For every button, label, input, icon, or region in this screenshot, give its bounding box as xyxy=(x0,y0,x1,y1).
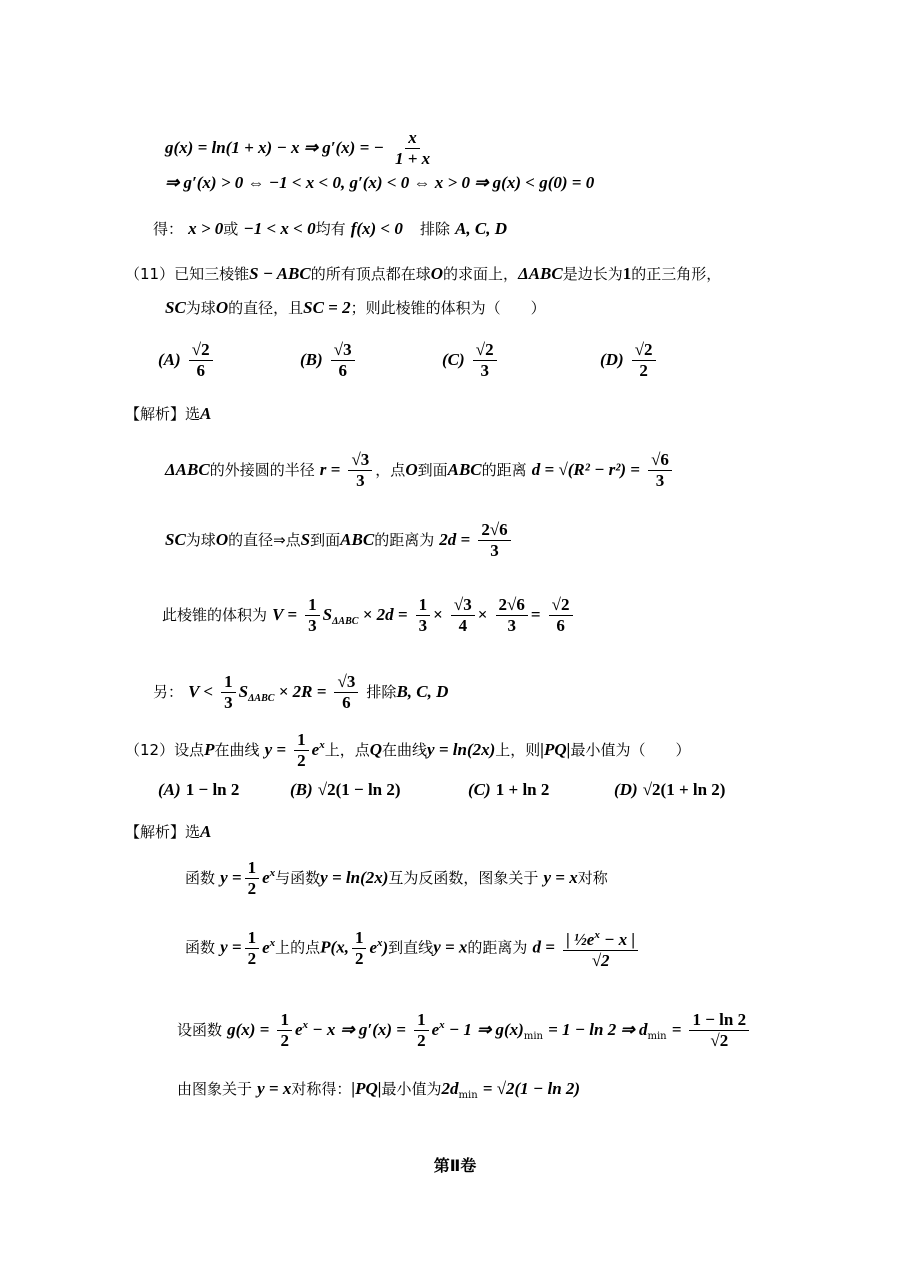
question-12: （12）设点P在曲线 y = $\frac{1}{2}$ $e^x$上，点Q在曲线y = ln(2x)上，则|PQ|最小值为（ ） xyxy=(125,730,691,770)
answer-11-step-3: 此棱锥的体积为 V = $\frac{1}{3}$ $S_{\Delta ABC} \times 2d$ = $\frac{1}{3}$ × $\frac{√3}{4}$ × $\frac{2√6}{3}$ = $\frac{√2}{6}$ xyxy=(162,595,576,636)
answer-11-step-1: ΔABC的外接圆的半径 r = $\frac{√3}{3}$ ，点O到面ABC的距离 d = √(R² − r²) = $\frac{√6}{3}$ xyxy=(165,450,675,491)
option-a: (A) $\frac{√2}{6}$ xyxy=(158,340,216,381)
option-c: (C) $\frac{√2}{3}$ xyxy=(442,340,500,381)
answer-12-step-2: 函数 y = $\frac{1}{2}$ $e^x$上的点P(x, $\frac{1}{2}$ $e^x$)到直线y = x的距离为 d = $\frac{| \frac{1}{2}e^x - x |}{√2}$ xyxy=(185,925,641,971)
option-a: (A) 1 − ln 2 xyxy=(158,780,240,799)
answer-11-step-2: SC为球O的直径⇒点S到面ABC的距离为 2d = $\frac{2√6}{3}$ xyxy=(165,520,514,561)
answer-12-heading: 【解析】选A xyxy=(125,822,212,841)
answer-11-step-4: 另： V < $\frac{1}{3}$ $S_{\Delta ABC} \times 2R$ = $\frac{√3}{6}$ 排除B, C, D xyxy=(153,672,449,712)
option-d: (D) $\frac{√2}{2}$ xyxy=(600,340,659,381)
answer-12-step-1: 函数 y = $\frac{1}{2}$ $e^x$与函数y = ln(2x)互为反函数，图象关于 y = x对称 xyxy=(185,858,608,898)
question-11-line-1: （11）已知三棱锥S − ABC的所有顶点都在球O的求面上，ΔABC是边长为1的正三角形， xyxy=(125,264,722,283)
section-title: 第Ⅱ卷 xyxy=(433,1156,477,1175)
fraction: $\frac{x}{1 + x}$ xyxy=(394,128,431,168)
answer-11-heading: 【解析】选A xyxy=(125,404,212,423)
equation-derivative-sign: ⇒ g′(x) > 0 ⇔ −1 < x < 0, g′(x) < 0 ⇔ x > 0 ⇒ g(x) < g(0) = 0 xyxy=(165,173,595,192)
option-b: (B) $\frac{√3}{6}$ xyxy=(300,340,358,381)
answer-12-step-3: 设函数 g(x) = $\frac{1}{2}$ $e^x - x$ ⇒ g′(x) = $\frac{1}{2}$ $e^x - 1$ ⇒ $g(x)_{min} = 1 - \ln 2$ ⇒ $d_{min}$ = $\frac{1 - \ln 2}{√2}$ xyxy=(177,1010,752,1051)
option-b: (B) √2(1 − ln 2) xyxy=(290,780,401,799)
answer-12-step-4: 由图象关于 y = x对称得：|PQ|最小值为$2d_{min} = √2(1 - \ln 2)$ xyxy=(177,1079,581,1101)
question-11-line-2: SC为球O的直径，且SC = 2；则此棱锥的体积为（ ） xyxy=(165,298,546,317)
equation-g-derivative: g(x) = ln(1 + x) − x ⇒ g′(x) = − $\frac{x}{1 + x}$ xyxy=(165,128,436,169)
option-d: (D) √2(1 + ln 2) xyxy=(614,780,726,799)
conclusion-line: 得： x > 0或 −1 < x < 0均有 f(x) < 0 排除 A, C, D xyxy=(153,219,508,238)
option-c: (C) 1 + ln 2 xyxy=(468,780,550,799)
